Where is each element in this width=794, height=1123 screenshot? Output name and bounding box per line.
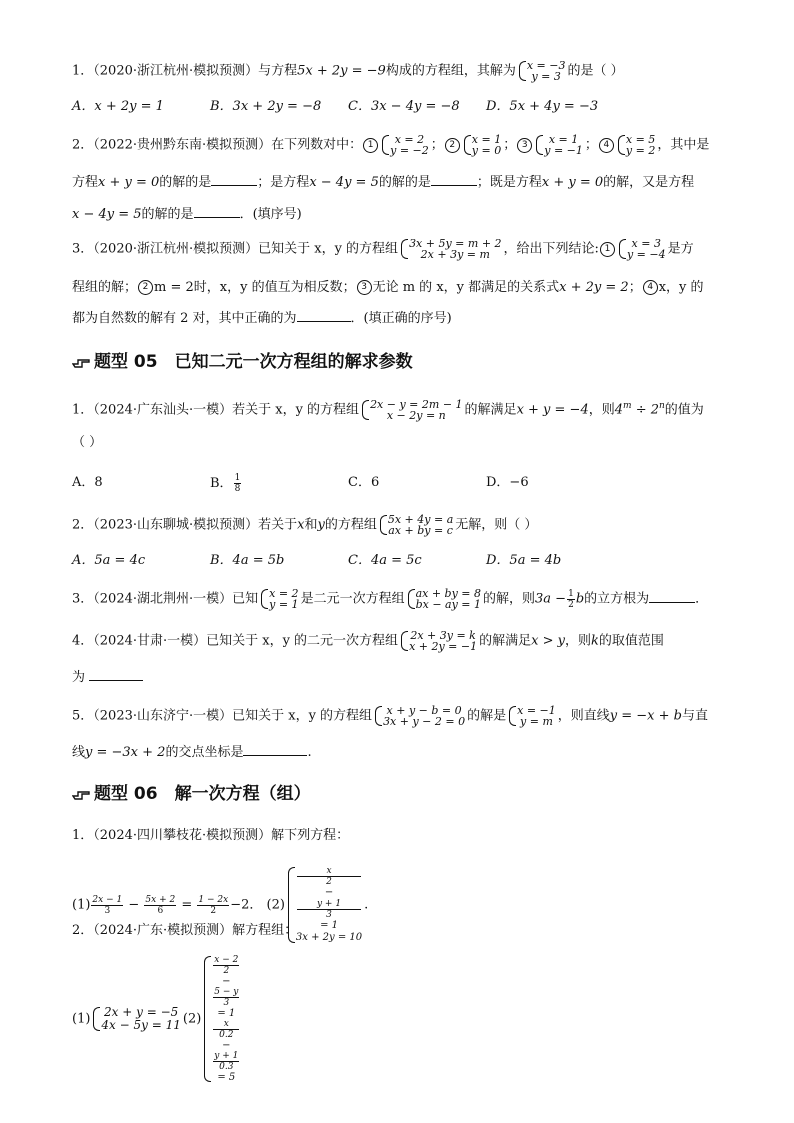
option-a: A．8 (72, 475, 103, 490)
question-6-2: 2．（2024·广东·模拟预测）解方程组： (72, 923, 298, 938)
solution-system: x = 2 y = 1 (260, 588, 298, 610)
solution-system: x = −3 y = 3 (518, 60, 566, 82)
equation-system: 2x + 3y = k x + 2y = −1 (400, 630, 477, 652)
question-6-1: 1．（2024·四川攀枝花·模拟预测）解下列方程： (72, 828, 350, 843)
answer-blank[interactable] (649, 590, 695, 603)
equation-system: 2x − y = 2m − 1 x − 2y = n (361, 399, 462, 421)
question-5-5: 5．（2023·山东济宁·一模）已知关于 x，y 的方程组 x + y − b = 0 3x + y − 2 = 0 的解是 x = −1 y = m ，则直线y = −x + b与直 (72, 704, 709, 728)
equation-system: x 2 − y + 1 3 = 1 3x + 2y = 10 (287, 866, 362, 944)
solution-system: x = 3 y = −4 (618, 238, 666, 260)
pair-1: x = 2 y = −2 (381, 134, 429, 156)
question-4-2-line3: x − 4y = 5的解的是 ．(填序号) (72, 207, 302, 222)
option-c: C．4a = 5c (348, 553, 422, 568)
pointing-hand-icon (72, 787, 92, 801)
equation-system: 2x + y = −5 4x − 5y = 11 (92, 1006, 180, 1032)
question-label: 1．（2020·浙江杭州·模拟预测）与方程 (72, 63, 298, 79)
equation-system: x − 2 2 − 5 − y 3 = 1 x 0.2 − y + 1 0.3 = 5 (203, 955, 240, 1083)
equation-system: ax + by = 8 bx − ay = 1 (407, 588, 481, 610)
question-4-3-line2: 程组的解； 2 m = 2时，x，y 的值互为相反数； 3 无论 m 的 x，y 都满足的关系式x + 2y = 2； 4 x，y 的 (72, 280, 704, 295)
option-a: A．x + 2y = 1 (72, 99, 164, 114)
pointing-hand-icon (72, 355, 92, 369)
answer-blank[interactable] (194, 205, 240, 218)
question-text: 构成的方程组，其解为 (385, 63, 516, 79)
section-title: 题型 06 解一次方程（组） (94, 784, 311, 804)
question-5-5-line2: 线y = −3x + 2的交点坐标是 . (72, 745, 312, 760)
option-a: A．5a = 4c (72, 553, 146, 568)
question-label: 2．（2022·贵州黔东南·模拟预测）在下列数对中： (72, 137, 363, 153)
question-4-3-line3: 都为自然数的解有 2 对，其中正确的为 ．(填正确的序号) (72, 311, 452, 326)
option-d: D．−6 (486, 475, 529, 490)
equation-system: x + y − b = 0 3x + y − 2 = 0 (374, 705, 465, 727)
question-text: 的是（ ） (567, 63, 624, 79)
answer-blank[interactable] (89, 668, 143, 681)
question-4-3: 3．（2020·浙江杭州·模拟预测）已知关于 x，y 的方程组 3x + 5y = m + 2 2x + 3y = m ，给出下列结论: 1 x = 3 y = −4 是方 (72, 237, 694, 261)
section-heading-06 (72, 782, 311, 806)
option-b: B． $\frac{1}{8}$ (210, 473, 241, 494)
question-4-1 (72, 60, 754, 82)
option-d: D．5x + 4y = −3 (486, 99, 599, 114)
question-5-1-line2: （ ） (72, 435, 103, 450)
section-title: 题型 05 已知二元一次方程组的解求参数 (94, 352, 413, 372)
option-b: B．4a = 5b (210, 553, 285, 568)
pair-4: x = 5 y = 2 (617, 134, 655, 156)
question-6-1-equations: (1) $\frac{2x - 1}{3}$ − $\frac{5x + 2}{6}$ = $\frac{1 - 2x}{2}$ −2． (2) x 2 − y + 1 3 = 1 3x + 2y = 10 . (72, 866, 369, 943)
question-5-1: 1．（2024·广东汕头·一模）若关于 x，y 的方程组 2x − y = 2m − 1 x − 2y = n 的解满足x + y = −4，则$4^m \div 2^n$的值为 (72, 397, 704, 422)
question-5-2: 2．（2023·山东聊城·模拟预测）若关于x和y的方程组 5x + 4y = a ax + by = c 无解，则（ ） (72, 513, 538, 537)
option-d: D．5a = 4b (486, 553, 562, 568)
section-heading-05 (72, 350, 413, 374)
pair-2: x = 1 y = 0 (463, 134, 501, 156)
answer-blank[interactable] (431, 173, 477, 186)
equation-system: 5x + 4y = a ax + by = c (379, 514, 453, 536)
equation-system: 3x + 5y = m + 2 2x + 3y = m (400, 238, 501, 260)
solution-system: x = −1 y = m (508, 705, 556, 727)
equation: 5x + 2y = −9 (297, 63, 386, 79)
answer-blank[interactable] (297, 309, 351, 322)
answer-blank[interactable] (243, 743, 307, 756)
question-5-4-line2: 为 (72, 668, 754, 688)
option-c: C．3x − 4y = −8 (348, 99, 460, 114)
pair-3: x = 1 y = −1 (535, 134, 583, 156)
option-b: B．3x + 2y = −8 (210, 99, 322, 114)
question-5-4: 4．（2024·甘肃·一模）已知关于 x，y 的二元一次方程组 2x + 3y = k x + 2y = −1 的解满足x > y，则k的取值范围 (72, 629, 664, 653)
question-4-2: 2．（2022·贵州黔东南·模拟预测）在下列数对中： 1 x = 2 y = −2 ； 2 x = 1 y = 0 ； 3 x = 1 y = −1 ； 4 x = 5 y = 2 ，其中是 (72, 133, 710, 157)
question-label: 3．（2020·浙江杭州·模拟预测）已知关于 x，y 的方程组 (72, 241, 399, 257)
answer-blank[interactable] (211, 173, 257, 186)
question-5-3: 3．（2024·湖北荆州·一模）已知 x = 2 y = 1 是二元一次方程组 ax + by = 8 bx − ay = 1 的解，则3a − $\frac{1}{2}$ b的立方根为 ． (72, 587, 709, 611)
option-c: C．6 (348, 475, 380, 490)
question-4-2-line2: 方程x + y = 0的解的是 ；是方程x − 4y = 5的解的是 ；既是方程x + y = 0的解，又是方程 (72, 175, 695, 190)
question-6-2-equations: (1) 2x + y = −5 4x − 5y = 11 (2) x − 2 2 − 5 − y 3 = 1 x 0.2 − y + 1 0.3 = 5 (72, 955, 239, 1083)
